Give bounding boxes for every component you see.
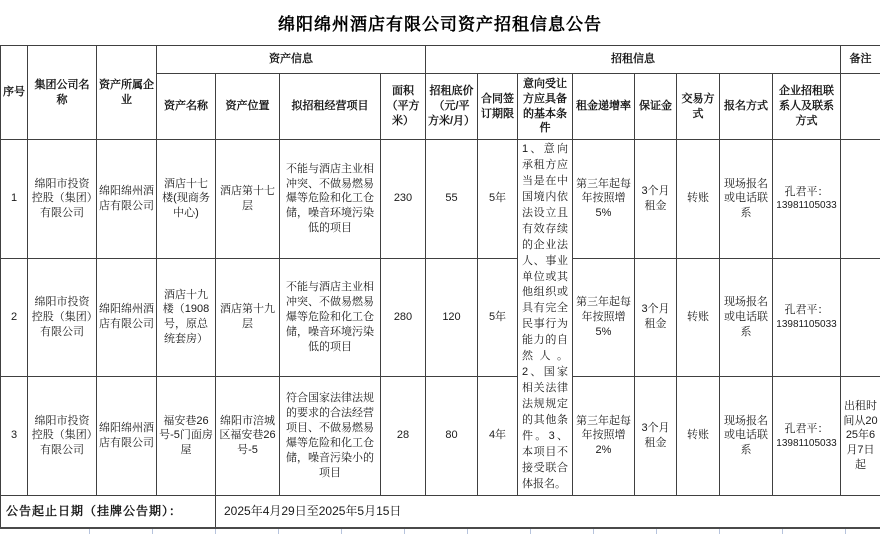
asset-row-2 <box>1 258 880 377</box>
cell-contact <box>773 377 841 496</box>
cell-planned-project: 不能与酒店主业相冲突、不做易燃易爆等危险和化工仓储，噪音环境污染低的项目 <box>280 258 381 377</box>
header-remark-empty <box>841 74 880 140</box>
cell-deposit: 3个月租金 <box>635 140 677 259</box>
cell-deposit: 3个月租金 <box>635 258 677 377</box>
cell-transaction-method: 转账 <box>677 377 720 496</box>
header-remark: 备注 <box>841 46 880 74</box>
cell-seq: 2 <box>1 258 28 377</box>
announcement-period-value: 2025年4月29日至2025年5月15日 <box>216 495 880 528</box>
cell-group-company: 绵阳市投资控股（集团）有限公司 <box>28 377 97 496</box>
header-registration-method: 报名方式 <box>720 74 773 140</box>
cell-asset-location: 绵阳市涪城区福安巷26号-5 <box>216 377 280 496</box>
cell-asset-location: 酒店第十九层 <box>216 258 280 377</box>
cell-owner-enterprise: 绵阳绵州酒店有限公司 <box>97 377 157 496</box>
contact-name: 孔君平： <box>775 303 838 318</box>
cell-contract-term: 5年 <box>478 140 518 259</box>
cell-base-price: 55 <box>426 140 478 259</box>
header-contact: 企业招租联系人及联系方式 <box>773 74 841 140</box>
cell-rent-increase: 第三年起每年按照增5% <box>573 140 635 259</box>
rental-info-table <box>0 45 880 529</box>
cell-area: 230 <box>381 140 426 259</box>
header-deposit: 保证金 <box>635 74 677 140</box>
cell-asset-name: 酒店十九楼（1908号，原总统套房） <box>157 258 216 377</box>
contact-phone: 13981105033 <box>775 318 838 332</box>
cell-seq: 1 <box>1 140 28 259</box>
cell-registration-method: 现场报名或电话联系 <box>720 140 773 259</box>
cell-base-price: 80 <box>426 377 478 496</box>
asset-row-3 <box>1 377 880 496</box>
contact-phone: 13981105033 <box>775 437 838 451</box>
cell-conditions-merged: 1、意向承租方应当是在中国境内依法设立且有效存续的企业法人、事业单位或其他组织或具有完全民事行为能力的自然人。2、国家相关法律法规规定的其他条件。3、本项目不接受联合体报名。 <box>518 140 573 496</box>
header-owner-enterprise: 资产所属企业 <box>97 46 157 140</box>
cell-owner-enterprise: 绵阳绵州酒店有限公司 <box>97 140 157 259</box>
cell-remark <box>841 258 880 377</box>
header-planned-project: 拟招租经营项目 <box>280 74 381 140</box>
header-transaction-method: 交易方式 <box>677 74 720 140</box>
contact-name: 孔君平： <box>775 422 838 437</box>
header-asset-name: 资产名称 <box>157 74 216 140</box>
cell-remark: 出租时间从2025年6月7日起 <box>841 377 880 496</box>
page-title: 绵阳绵州酒店有限公司资产招租信息公告 <box>0 0 880 45</box>
cell-transaction-method: 转账 <box>677 258 720 377</box>
header-base-price: 招租底价（元/平方米/月） <box>426 74 478 140</box>
header-seq: 序号 <box>1 46 28 140</box>
cell-contract-term: 4年 <box>478 377 518 496</box>
cell-asset-name: 福安巷26号-5门面房屋 <box>157 377 216 496</box>
cell-deposit: 3个月租金 <box>635 377 677 496</box>
cell-group-company: 绵阳市投资控股（集团）有限公司 <box>28 258 97 377</box>
header-group-row <box>1 46 880 74</box>
header-rent-increase: 租金递增率 <box>573 74 635 140</box>
header-group-rental-info: 招租信息 <box>426 46 841 74</box>
spreadsheet-gridline-strip <box>0 529 880 534</box>
header-contract-term: 合同签订期限 <box>478 74 518 140</box>
cell-area: 280 <box>381 258 426 377</box>
cell-contract-term: 5年 <box>478 258 518 377</box>
cell-transaction-method: 转账 <box>677 140 720 259</box>
contact-name: 孔君平： <box>775 185 838 200</box>
cell-rent-increase: 第三年起每年按照增5% <box>573 258 635 377</box>
announcement-period-row <box>1 495 880 528</box>
cell-planned-project: 符合国家法律法规的要求的合法经营项目、不做易燃易爆等危险和化工仓储，噪音污染小的项目 <box>280 377 381 496</box>
announcement-period-label: 公告起止日期（挂牌公告期）： <box>1 495 216 528</box>
cell-contact <box>773 258 841 377</box>
asset-row-1 <box>1 140 880 259</box>
header-asset-location: 资产位置 <box>216 74 280 140</box>
cell-contact <box>773 140 841 259</box>
header-group-asset-info: 资产信息 <box>157 46 426 74</box>
cell-seq: 3 <box>1 377 28 496</box>
cell-owner-enterprise: 绵阳绵州酒店有限公司 <box>97 258 157 377</box>
cell-group-company: 绵阳市投资控股（集团）有限公司 <box>28 140 97 259</box>
cell-rent-increase: 第三年起每年按照增2% <box>573 377 635 496</box>
cell-area: 28 <box>381 377 426 496</box>
cell-planned-project: 不能与酒店主业相冲突、不做易燃易爆等危险和化工仓储，噪音环境污染低的项目 <box>280 140 381 259</box>
contact-phone: 13981105033 <box>775 199 838 213</box>
cell-registration-method: 现场报名或电话联系 <box>720 377 773 496</box>
header-area: 面积（平方米） <box>381 74 426 140</box>
cell-asset-name: 酒店十七楼(现商务中心) <box>157 140 216 259</box>
header-conditions: 意向受让方应具备的基本条件 <box>518 74 573 140</box>
cell-asset-location: 酒店第十七层 <box>216 140 280 259</box>
cell-remark <box>841 140 880 259</box>
cell-registration-method: 现场报名或电话联系 <box>720 258 773 377</box>
header-group-company: 集团公司名称 <box>28 46 97 140</box>
cell-base-price: 120 <box>426 258 478 377</box>
